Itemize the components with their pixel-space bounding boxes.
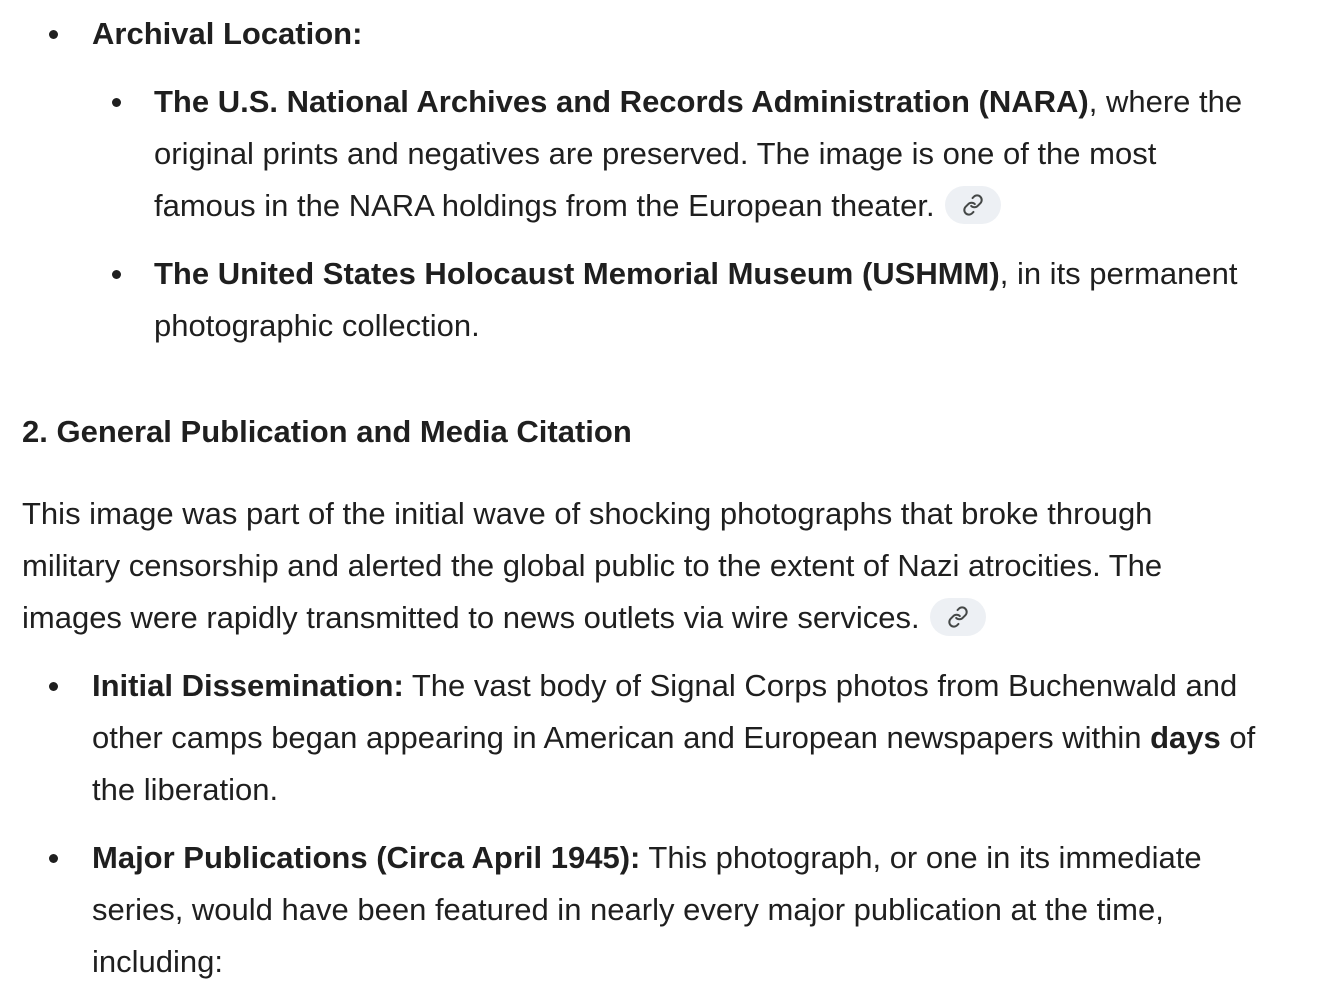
list-bullet (112, 98, 121, 107)
list-bullet (49, 682, 58, 691)
initial-dissemination-text-2b: of (1220, 720, 1256, 755)
source-link-chip[interactable] (930, 598, 986, 636)
section-heading: 2. General Publication and Media Citation (22, 414, 632, 449)
emphasis-days: days (1150, 720, 1221, 755)
nara-title: The U.S. National Archives and Records Administration (NARA) (154, 84, 1089, 119)
nara-text-1: , where the (1088, 84, 1243, 119)
list-bullet (49, 30, 58, 39)
initial-dissemination-label: Initial Dissemination: (92, 668, 404, 703)
list-bullet (49, 854, 58, 863)
initial-dissemination-text-2: other camps began appearing in American and European newspapers within (92, 720, 1151, 755)
major-publications-text-2: series, would have been featured in nearly every major publication at the time, (92, 892, 1164, 927)
initial-dissemination-text-1: The vast body of Signal Corps photos from Buchenwald and (403, 668, 1238, 703)
list-bullet (112, 270, 121, 279)
link-icon (947, 606, 969, 628)
paragraph-line-2: military censorship and alerted the global public to the extent of Nazi atrocities. The (22, 548, 1163, 583)
major-publications-label: Major Publications (Circa April 1945): (92, 840, 641, 875)
list-item-major-publications (92, 832, 1202, 988)
list-item-nara (154, 76, 1242, 232)
nara-text-2: original prints and negatives are preserved. The image is one of the most (154, 136, 1157, 171)
nara-text-3: famous in the NARA holdings from the European theater. (154, 188, 935, 223)
ushmm-title: The United States Holocaust Memorial Museum (USHMM) (154, 256, 1000, 291)
ushmm-text-1: , in its permanent (999, 256, 1238, 291)
paragraph-line-1: This image was part of the initial wave of shocking photographs that broke through (22, 496, 1153, 531)
major-publications-text-3: including: (92, 944, 223, 979)
paragraph-line-3: images were rapidly transmitted to news outlets via wire services. (22, 600, 920, 635)
link-icon (962, 194, 984, 216)
list-item-ushmm (154, 248, 1238, 352)
source-link-chip[interactable] (945, 186, 1001, 224)
major-publications-text-1: This photograph, or one in its immediate (640, 840, 1202, 875)
section-paragraph (22, 488, 1162, 644)
initial-dissemination-text-3: the liberation. (92, 772, 279, 807)
archival-location-item (92, 8, 362, 60)
ushmm-text-2: photographic collection. (154, 308, 480, 343)
archival-location-label: Archival Location: (92, 16, 363, 51)
list-item-initial-dissemination (92, 660, 1255, 816)
